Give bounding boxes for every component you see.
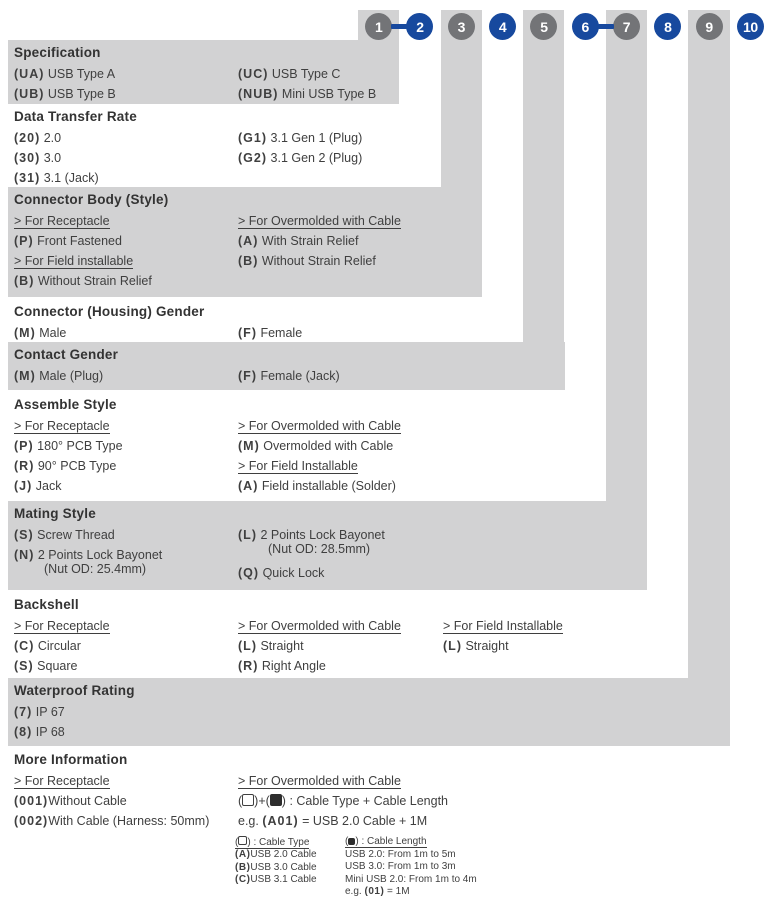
code-item — [238, 323, 302, 343]
code-value: A — [243, 479, 254, 493]
code-label: (8) — [14, 725, 33, 739]
cable-length-note — [345, 836, 477, 899]
section-column-2 — [238, 616, 401, 676]
code-label: (M) — [14, 326, 36, 340]
group-heading-label: > For Receptacle — [14, 774, 110, 788]
item-label: Field installable (Solder) — [261, 479, 396, 493]
code-item — [238, 656, 401, 676]
code-label: (P) — [14, 439, 34, 453]
code-item — [14, 148, 99, 168]
cable-length-line: Mini USB 2.0: From 1m to 4m — [345, 873, 477, 885]
code-label: (001) — [14, 794, 49, 808]
badge-number: 7 — [622, 18, 631, 35]
cable-length-line: USB 3.0: From 1m to 3m — [345, 861, 456, 873]
cable-type-item — [235, 862, 317, 875]
code-item — [14, 656, 110, 676]
code-value: R — [19, 459, 30, 473]
heading-text: : Cable Type — [250, 836, 310, 848]
section-connector-body-style — [8, 187, 764, 297]
position-badge-3 — [448, 13, 475, 40]
code-item — [238, 436, 401, 456]
code-label: (F) — [238, 326, 257, 340]
code-label: (UB) — [14, 87, 45, 101]
code-item — [238, 148, 362, 168]
item-label: USB 3.1 Cable — [250, 874, 317, 886]
example-line — [238, 811, 448, 831]
code-label: (M) — [238, 439, 260, 453]
code-value: 01 — [368, 886, 381, 898]
code-item — [238, 231, 401, 251]
code-value: P — [19, 234, 29, 248]
position-badge-10 — [737, 13, 764, 40]
item-label: Male — [39, 326, 67, 340]
cable-type-box-icon — [242, 794, 254, 806]
item-label: IP 68 — [35, 725, 65, 739]
cable-length-heading-label: ( ) : Cable Length — [345, 836, 427, 847]
item-label: USB Type C — [271, 67, 341, 81]
item-label: Straight — [260, 639, 304, 653]
item-label: USB Type B — [47, 87, 116, 101]
code-value: L — [243, 528, 252, 542]
code-value: L — [448, 639, 457, 653]
position-badge-7 — [613, 13, 640, 40]
position-badge-9 — [696, 13, 723, 40]
code-item — [238, 128, 362, 148]
section-column-2 — [238, 771, 448, 831]
group-heading — [238, 771, 448, 791]
item-label: 90° PCB Type — [37, 459, 117, 473]
item-label: 3.0 — [43, 151, 62, 165]
group-heading-label: > For Field Installable — [443, 619, 563, 633]
group-heading — [238, 416, 401, 436]
badge-number: 10 — [743, 18, 758, 35]
code-value: M — [243, 439, 255, 453]
group-heading — [238, 456, 401, 476]
code-value: G1 — [243, 131, 262, 145]
item-sublabel: (Nut OD: 28.5mm) — [268, 542, 371, 556]
item-label: Quick Lock — [262, 566, 325, 580]
code-value: UC — [243, 67, 264, 81]
code-value: UB — [19, 87, 40, 101]
item-label: 2 Points Lock Bayonet — [37, 548, 163, 562]
code-value: M — [19, 369, 31, 383]
code-label: (L) — [443, 639, 462, 653]
cable-length-line: USB 2.0: From 1m to 5m — [345, 848, 456, 860]
code-value: C — [19, 639, 30, 653]
badge-number: 8 — [664, 18, 672, 35]
cable-type-item — [235, 849, 317, 862]
badge-connector-dash — [598, 24, 614, 29]
section-column-2 — [238, 64, 376, 104]
item-label: 3.1 (Jack) — [43, 171, 99, 185]
section-title: Mating Style — [14, 506, 96, 521]
item-label: Overmolded with Cable — [263, 439, 394, 453]
code-item — [14, 476, 123, 496]
code-value: A — [243, 234, 254, 248]
code-value: L — [243, 639, 252, 653]
combo-label: : Cable Type + Cable Length — [289, 794, 449, 808]
code-label: (A01) — [262, 814, 299, 828]
code-label: (G1) — [238, 131, 268, 145]
section-title: Backshell — [14, 597, 79, 612]
code-label: (A) — [235, 849, 251, 861]
code-value: S — [19, 659, 29, 673]
group-heading-label: > For Overmolded with Cable — [238, 774, 401, 788]
code-value: P — [19, 439, 29, 453]
item-label: Without Strain Relief — [261, 254, 376, 268]
code-value: 20 — [19, 131, 36, 145]
section-column-2 — [238, 525, 385, 583]
code-item — [14, 636, 110, 656]
code-value: 002 — [19, 814, 44, 828]
code-value: 7 — [19, 705, 28, 719]
code-label: (UC) — [238, 67, 269, 81]
badge-number: 4 — [498, 18, 507, 35]
item-label: Jack — [35, 479, 62, 493]
item-label: With Cable (Harness: 50mm) — [48, 814, 210, 828]
item-label: 3.1 Gen 2 (Plug) — [270, 151, 363, 165]
position-badge-6 — [572, 13, 599, 40]
item-label: Without Cable — [48, 794, 127, 808]
code-value: B — [19, 274, 30, 288]
example-suffix: = 1M — [384, 886, 410, 898]
item-label: 2 Points Lock Bayonet — [260, 528, 385, 542]
code-value: N — [19, 548, 30, 562]
code-label: (S) — [14, 528, 34, 542]
code-value: M — [19, 326, 31, 340]
code-label: (30) — [14, 151, 41, 165]
heading-text: : Cable Length — [358, 836, 427, 847]
item-label: Square — [37, 659, 78, 673]
section-specification — [8, 40, 764, 104]
code-label: (31) — [14, 171, 41, 185]
code-item — [238, 251, 401, 271]
code-label: (NUB) — [238, 87, 279, 101]
section-column-1 — [14, 366, 103, 386]
section-column-2 — [238, 128, 362, 168]
position-badge-8 — [654, 13, 681, 40]
code-item — [443, 636, 563, 656]
group-heading — [14, 771, 209, 791]
section-connector-housing-gender — [8, 299, 764, 342]
code-label: (20) — [14, 131, 41, 145]
code-item — [14, 791, 209, 811]
code-label: (L) — [238, 528, 257, 542]
item-label: IP 67 — [35, 705, 65, 719]
item-label: Male (Plug) — [39, 369, 104, 383]
code-item — [14, 366, 103, 386]
code-item — [238, 563, 385, 583]
section-backshell — [8, 592, 764, 678]
group-heading-label: > For Receptacle — [14, 214, 110, 228]
item-label: With Strain Relief — [261, 234, 359, 248]
section-column-1 — [14, 128, 99, 188]
position-badge-1 — [365, 13, 392, 40]
cable-type-note — [235, 836, 317, 887]
example-prefix: e.g. — [345, 886, 365, 898]
item-label: Mini USB Type B — [281, 87, 377, 101]
code-label: (UA) — [14, 67, 45, 81]
code-label: (L) — [238, 639, 257, 653]
example-suffix: = USB 2.0 Cable + 1M — [298, 814, 428, 828]
item-label: Screw Thread — [37, 528, 115, 542]
code-value: 001 — [19, 794, 44, 808]
section-column-2 — [238, 211, 401, 271]
section-title: Contact Gender — [14, 347, 119, 362]
group-heading — [238, 211, 401, 231]
item-label: Female — [260, 326, 303, 340]
badge-number: 2 — [416, 18, 424, 35]
position-badge-4 — [489, 13, 516, 40]
section-column-2 — [238, 323, 302, 343]
group-heading-label: > For Overmolded with Cable — [238, 619, 401, 633]
code-label: (M) — [14, 369, 36, 383]
code-label: (B) — [235, 861, 251, 873]
code-item — [238, 84, 376, 104]
section-title: Data Transfer Rate — [14, 109, 137, 124]
code-value: S — [19, 528, 29, 542]
group-heading — [14, 616, 110, 636]
code-label: (7) — [14, 705, 33, 719]
section-title: Connector (Housing) Gender — [14, 304, 205, 319]
code-item — [14, 323, 66, 343]
item-label: USB Type A — [47, 67, 116, 81]
section-column-3 — [443, 616, 563, 656]
cable-type-box-icon — [238, 836, 247, 845]
code-item — [14, 811, 209, 831]
code-label: (A) — [238, 479, 259, 493]
section-column-2 — [238, 366, 340, 386]
code-value: UA — [19, 67, 40, 81]
code-label: (B) — [238, 254, 259, 268]
code-item — [14, 128, 99, 148]
section-assemble-style — [8, 392, 764, 501]
section-column-1 — [14, 323, 66, 343]
code-label: (P) — [14, 234, 34, 248]
code-value: 30 — [19, 151, 36, 165]
code-item — [14, 722, 65, 742]
section-title: Specification — [14, 45, 101, 60]
code-item — [238, 476, 401, 496]
code-label: (C) — [14, 639, 35, 653]
group-heading-label: > For Field installable — [14, 254, 134, 268]
section-data-transfer-rate — [8, 104, 764, 187]
code-value: F — [243, 326, 252, 340]
cable-type-heading — [235, 836, 317, 849]
example-prefix: e.g. — [238, 814, 263, 828]
item-label: Front Fastened — [37, 234, 122, 248]
code-item — [14, 84, 116, 104]
section-mating-style — [8, 501, 764, 590]
cable-type-heading-label: ( ) : Cable Type — [235, 836, 310, 848]
section-column-2 — [238, 416, 401, 496]
section-title: Connector Body (Style) — [14, 192, 169, 207]
section-column-1 — [14, 525, 162, 583]
item-label: Without Strain Relief — [37, 274, 152, 288]
code-label: (01) — [364, 886, 385, 898]
code-label: (G2) — [238, 151, 268, 165]
code-item — [14, 64, 116, 84]
code-value: G2 — [243, 151, 262, 165]
badge-number: 6 — [581, 18, 589, 35]
group-heading — [443, 616, 563, 636]
code-item — [238, 64, 376, 84]
code-value: B — [238, 861, 247, 873]
code-value: 8 — [19, 725, 28, 739]
cable-type-item — [235, 874, 317, 887]
cable-length-box-icon — [270, 794, 282, 806]
group-heading — [14, 416, 123, 436]
code-label: (R) — [238, 659, 259, 673]
section-column-1 — [14, 416, 123, 496]
cable-combo-formula: ( )+( ) : Cable Type + Cable Length — [238, 794, 449, 808]
code-item — [14, 456, 123, 476]
section-column-1 — [14, 616, 110, 676]
group-heading — [14, 211, 152, 231]
cable-length-heading — [345, 836, 477, 849]
group-heading-label: > For Overmolded with Cable — [238, 419, 401, 433]
code-value: C — [238, 874, 247, 886]
group-heading-label: > For Receptacle — [14, 419, 110, 433]
badge-number: 3 — [457, 18, 465, 35]
code-label: (Q) — [238, 566, 260, 580]
code-label: (N) — [14, 548, 35, 562]
badge-connector-dash — [391, 24, 407, 29]
code-label: (A) — [238, 234, 259, 248]
code-label: (J) — [14, 479, 33, 493]
code-value: A — [238, 849, 247, 861]
code-item — [238, 366, 340, 386]
item-label: USB 2.0 Cable — [250, 849, 317, 861]
code-value: R — [243, 659, 254, 673]
section-column-1 — [14, 771, 209, 831]
code-value: NUB — [243, 87, 274, 101]
code-label: (002) — [14, 814, 49, 828]
section-title: Waterproof Rating — [14, 683, 135, 698]
section-waterproof-rating — [8, 678, 764, 746]
code-item — [14, 271, 152, 291]
cable-length-example — [345, 886, 477, 899]
code-item — [14, 436, 123, 456]
code-label: (S) — [14, 659, 34, 673]
item-label: Straight — [465, 639, 509, 653]
code-item — [14, 525, 162, 545]
section-title: More Information — [14, 752, 128, 767]
group-heading-label: > For Overmolded with Cable — [238, 214, 401, 228]
item-label: USB 3.0 Cable — [250, 861, 317, 873]
item-label: 3.1 Gen 1 (Plug) — [270, 131, 363, 145]
code-item — [14, 702, 65, 722]
badge-number: 1 — [374, 18, 383, 35]
group-heading — [14, 251, 152, 271]
item-label: 2.0 — [43, 131, 62, 145]
code-value: B — [243, 254, 254, 268]
code-value: 31 — [19, 171, 36, 185]
group-heading-label: > For Receptacle — [14, 619, 110, 633]
badge-number: 9 — [705, 18, 713, 35]
code-label: (B) — [14, 274, 35, 288]
item-sublabel: (Nut OD: 25.4mm) — [44, 562, 147, 576]
code-item — [14, 168, 99, 188]
item-label: Circular — [37, 639, 81, 653]
item-label: Female (Jack) — [260, 369, 340, 383]
position-badge-2 — [406, 13, 433, 40]
code-value: F — [243, 369, 252, 383]
badge-number: 5 — [540, 18, 548, 35]
group-heading-label: > For Field Installable — [238, 459, 358, 473]
item-label: 180° PCB Type — [37, 439, 123, 453]
code-label: (F) — [238, 369, 257, 383]
code-value: A01 — [267, 814, 294, 828]
code-label: (R) — [14, 459, 35, 473]
code-item — [238, 636, 401, 656]
section-column-1 — [14, 211, 152, 291]
code-item — [14, 231, 152, 251]
item-label: Right Angle — [261, 659, 326, 673]
code-value: J — [19, 479, 28, 493]
section-column-1 — [14, 702, 65, 742]
code-value: Q — [243, 566, 254, 580]
code-label: (C) — [235, 874, 251, 886]
cable-length-box-icon — [348, 838, 355, 845]
section-contact-gender — [8, 342, 764, 390]
section-column-1 — [14, 64, 116, 104]
group-heading — [238, 616, 401, 636]
section-title: Assemble Style — [14, 397, 117, 412]
